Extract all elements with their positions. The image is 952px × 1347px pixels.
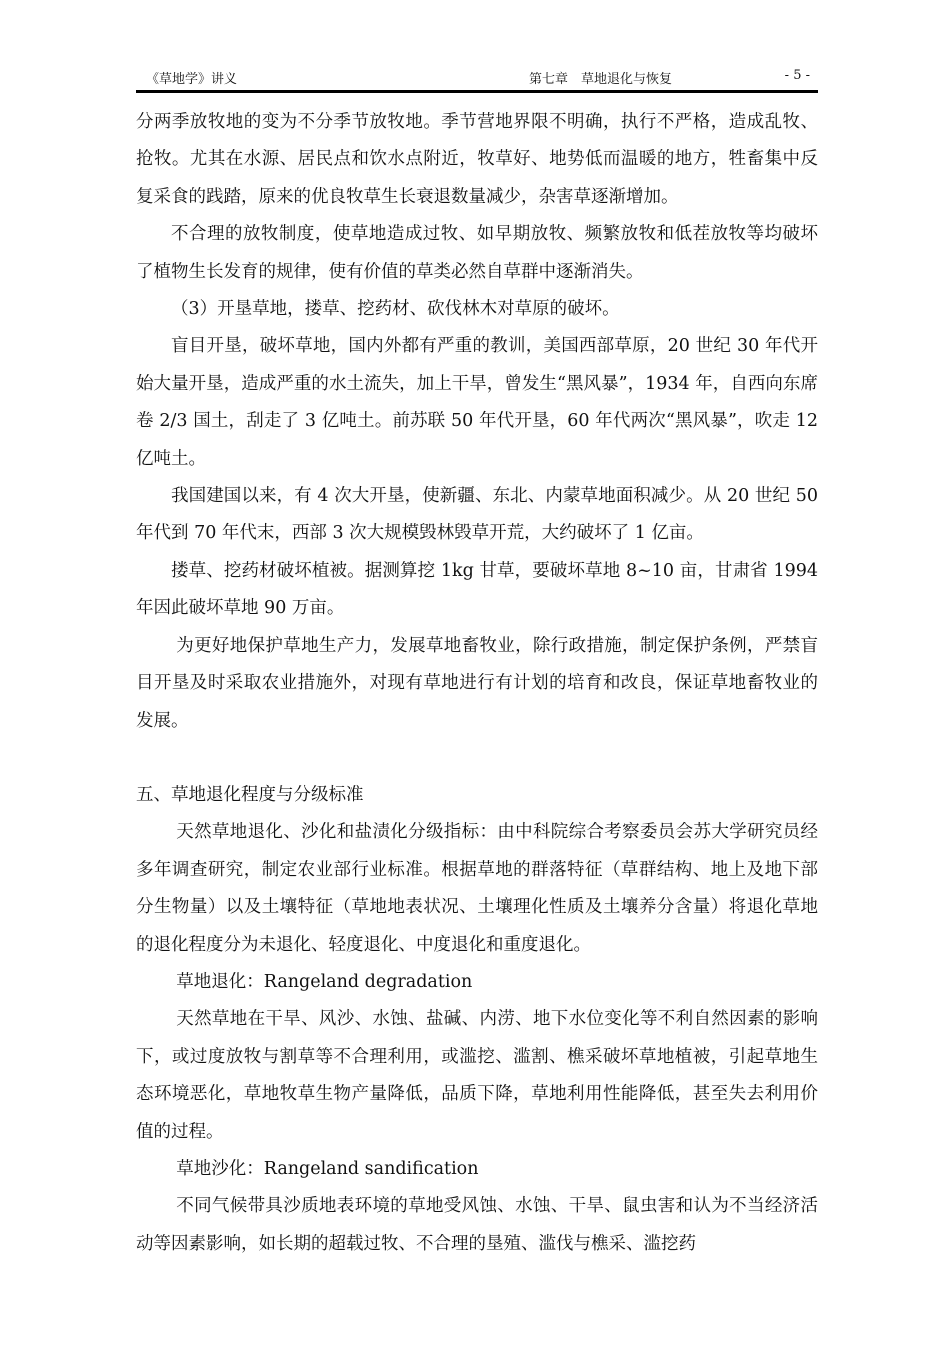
paragraph-continued: 分两季放牧地的变为不分季节放牧地。季节营地界限不明确，执行不严格，造成乱牧、抢牧。尤其在水源、居民点和饮水点附近，牧草好、地势低而温暖的地方，牲畜集中反复采食的践踏，原来的优良牧草生长衰退数量减少，杂害草逐渐增加。 [136, 112, 818, 207]
paragraph: 为更好地保护草地生产力，发展草地畜牧业，除行政措施，制定保护条例，严禁盲目开垦及时采取农业措施外，对现有草地进行有计划的培育和改良，保证草地畜牧业的发展。 [136, 635, 818, 731]
term-definition-heading: 草地沙化：Rangeland sandification [176, 1158, 479, 1179]
paragraph: 不同气候带具沙质地表环境的草地受风蚀、水蚀、干旱、鼠虫害和认为不当经济活动等因素影响，如长期的超载过牧、不合理的垦殖、滥伐与樵采、滥挖药 [136, 1196, 818, 1254]
running-header [136, 68, 818, 88]
paragraph: 天然草地在干旱、风沙、水蚀、盐碱、内涝、地下水位变化等不利自然因素的影响下，或过度放牧与割草等不合理利用，或滥挖、滥割、樵采破坏草地植被，引起草地生态环境恶化，草地牧草生物产量降低，品质下降，草地利用性能降低，甚至失去利用价值的过程。 [136, 1009, 818, 1142]
subsection-heading: （3）开垦草地，搂草、挖药材、砍伐林木对草原的破坏。 [171, 299, 620, 320]
paragraph: 不合理的放牧制度，使草地造成过牧、如早期放牧、频繁放牧和低茬放牧等均破坏了植物生长发育的规律，使有价值的草类必然自草群中逐渐消失。 [136, 224, 818, 282]
paragraph: 盲目开垦，破坏草地，国内外都有严重的教训，美国西部草原，20 世纪 30 年代开始大量开垦，造成严重的水土流失，加上干旱，曾发生“黑风暴”，1934 年，自西向东席卷 2/3 国土，刮走了 3 亿吨土。前苏联 50 年代开垦，60 年代两次“黑风暴”，吹走 12 亿吨土。 [136, 336, 818, 469]
page-body [136, 104, 818, 1263]
header-divider [136, 90, 818, 93]
term-definition-heading: 草地退化：Rangeland degradation [176, 971, 473, 992]
paragraph: 天然草地退化、沙化和盐渍化分级指标：由中科院综合考察委员会苏大学研究员经多年调查研究，制定农业部行业标准。根据草地的群落特征（草群结构、地上及地下部分生物量）以及土壤特征（草地地表状况、土壤理化性质及土壤养分含量）将退化草地的退化程度分为未退化、轻度退化、中度退化和重度退化。 [136, 822, 818, 955]
header-chapter-title: 第七章 草地退化与恢复 [529, 72, 673, 87]
paragraph: 搂草、挖药材破坏植被。据测算挖 1kg 甘草，要破坏草地 8~10 亩，甘肃省 1994 年因此破坏草地 90 万亩。 [136, 560, 818, 619]
paragraph: 我国建国以来，有 4 次大开垦，使新疆、东北、内蒙草地面积减少。从 20 世纪 50 年代到 70 年代末，西部 3 次大规模毁林毁草开荒，大约破坏了 1 亿亩。 [136, 486, 818, 544]
header-page-number: - 5 - [784, 68, 810, 83]
header-course-title: 《草地学》讲义 [146, 72, 238, 87]
section-heading: 五、草地退化程度与分级标准 [136, 784, 364, 805]
